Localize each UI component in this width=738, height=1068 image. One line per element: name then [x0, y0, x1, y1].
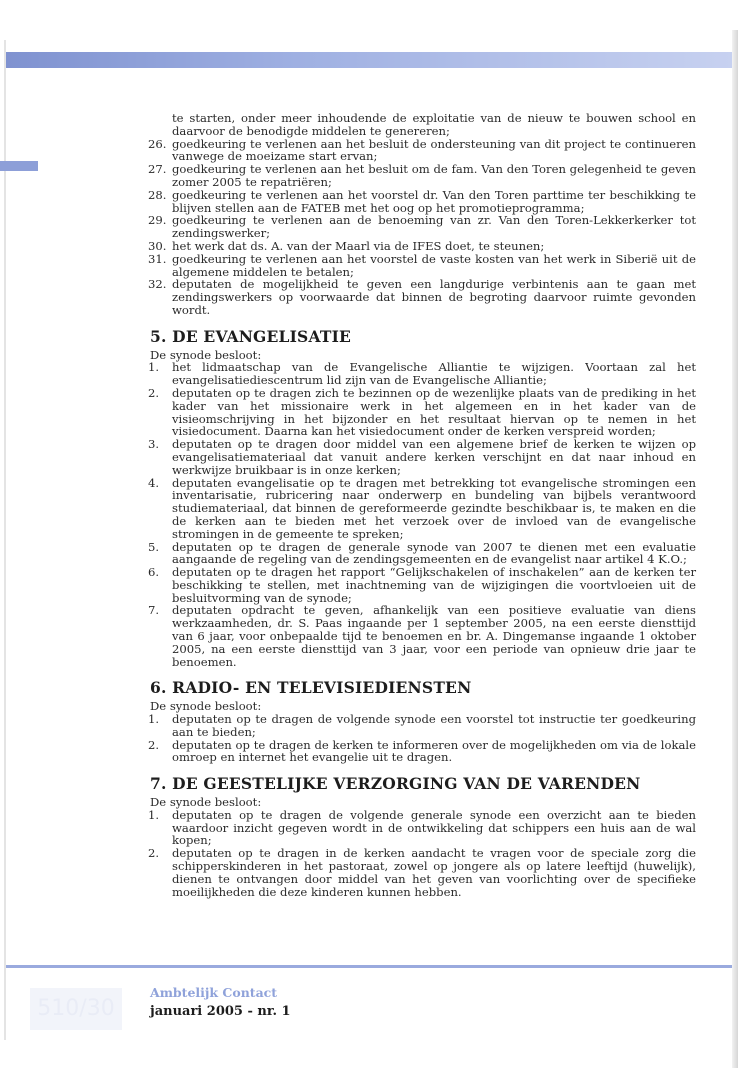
- list-item: 27. goedkeuring te verlenen aan het besluit om de fam. Van den Toren gelegenheid te geven zomer 2005 te repatriëren;: [148, 162, 696, 189]
- decision-list-varenden: [150, 809, 696, 899]
- list-item: 32. deputaten de mogelijkheid te geven een langdurige verbintenis aan te gaan met zendingswerkers op voorwaarde dat binnen de begroting daarvoor ruimte gevonden wordt.: [148, 277, 696, 317]
- list-item: 30. het werk dat ds. A. van der Maarl via de IFES doet, te steunen;: [148, 238, 545, 253]
- decision-list-radio-televisie: [150, 713, 696, 764]
- section-heading-evangelisatie: 5. DE EVANGELISATIE: [150, 326, 352, 346]
- left-margin-rule: [4, 40, 6, 1040]
- section-intro: De synode besloot:: [150, 699, 262, 714]
- section-intro: De synode besloot:: [150, 795, 262, 810]
- footer-rule: [6, 965, 732, 968]
- list-item: 2. deputaten op te dragen zich te bezinnen op de wezenlijke plaats van de prediking in het kader van het missionaire werk in het algemeen en in het kader van de visieomschrijving in het bijzonder en het resultaat hiervan op te nemen in het visiedocument. Daarna kan het visiedocument onder de kerken verspreid worden;: [148, 385, 696, 439]
- list-item: 7. deputaten opdracht te geven, afhankelijk van een positieve evaluatie van diens werkzaamheden, dr. S. Paas ingaande per 1 september 2005, na een eerste diensttijd van 6 jaar, voor onbepaalde tijd te benoemen en br. A. Dingemanse ingaande 1 oktober 2005, na een eerste diensttijd van 3 jaar, voor een periode van opnieuw drie jaar te benoemen.: [148, 603, 696, 669]
- publication-title: Ambtelijk Contact: [150, 985, 278, 1000]
- page-number: 510/30: [30, 988, 122, 1030]
- section-heading-radio-televisie: 6. RADIO- EN TELEVISIEDIENSTEN: [150, 678, 472, 698]
- list-item: 4. deputaten evangelisatie op te dragen met betrekking tot evangelische stromingen een inventarisatie, rubricering naar onderwerp en bundeling van bijbels verantwoord studiemateriaal, dat binnen de gereformeerde gezindte beschikbaar is, te maken en die de kerken aan te bieden met het verzoek over de invloed van de evangelische stromingen in de gemeente te spreken;: [148, 475, 696, 541]
- list-item: 26. goedkeuring te verlenen aan het besluit de ondersteuning van dit project te continueren vanwege de moeizame start ervan;: [148, 136, 696, 164]
- list-item: 2. deputaten op te dragen de kerken te informeren over de mogelijkheden om via de lokale omroep en internet het evangelie uit te dragen.: [148, 737, 696, 765]
- page-content: [150, 112, 696, 898]
- decision-list-top: [150, 138, 696, 317]
- list-item: 29. goedkeuring te verlenen aan de benoeming van zr. Van den Toren-Lekkerkerker tot zendingswerker;: [148, 213, 696, 241]
- section-heading-varenden: 7. DE GEESTELIJKE VERZORGING VAN DE VARENDEN: [150, 774, 641, 794]
- list-item: 6. deputaten op te dragen het rapport “Gelijkschakelen of inschakelen” aan de kerken ter beschikking te stellen, met inachtneming van de wijzigingen die voortvloeien uit de besluitvorming van de synode;: [148, 565, 696, 605]
- header-band: [6, 52, 732, 68]
- list-item: 1. deputaten op te dragen de volgende synode een voorstel tot instructie ter goedkeuring aan te bieden;: [148, 712, 696, 739]
- list-item: 5. deputaten op te dragen de generale synode van 2007 te dienen met een evaluatie aangaande de regeling van de zendingsgemeenten en de evangelist naar artikel 4 K.O.;: [148, 539, 696, 567]
- list-item: 1. het lidmaatschap van de Evangelische Alliantie te wijzigen. Voortaan zal het evangelisatiediescentrum lid zijn van de Evangelische Alliantie;: [148, 360, 696, 388]
- issue-label: januari 2005 - nr. 1: [150, 1004, 291, 1019]
- section-intro: De synode besloot:: [150, 347, 262, 362]
- continuation-text: te starten, onder meer inhoudende de exploitatie van de nieuw te bouwen school en daarvoor de benodigde middelen te genereren;: [172, 111, 696, 138]
- list-item: 2. deputaten op te dragen in de kerken aandacht te vragen voor de speciale zorg die schipperskinderen in het pastoraat, zowel op jongere als op latere leeftijd (huwelijk), dienen te ontvangen door middel van het geven van voorlichting over de specifieke moeilijkheden die deze kinderen kunnen hebben.: [148, 846, 696, 899]
- page-right-edge: [732, 30, 738, 1068]
- side-tab-marker: [0, 161, 38, 171]
- decision-list-evangelisatie: [150, 361, 696, 668]
- list-item: 1. deputaten op te dragen de volgende generale synode een overzicht aan te bieden waardoor inzicht gegeven wordt in de ontwikkeling dat schippers een huis aan de wal kopen;: [148, 807, 696, 848]
- list-item: 31. goedkeuring te verlenen aan het voorstel de vaste kosten van het werk in Siberië uit de algemene middelen te betalen;: [148, 251, 696, 279]
- list-item: 28. goedkeuring te verlenen aan het voorstel dr. Van den Toren parttime ter beschikking te blijven stellen aan de FATEB met het oog op het promotieprogramma;: [148, 187, 696, 215]
- list-item: 3. deputaten op te dragen door middel van een algemene brief de kerken te wijzen op evangelisatiemateriaal dat vanuit andere kerken verschijnt en dat naar inhoud en werkwijze bruikbaar is in onze kerken;: [148, 437, 696, 477]
